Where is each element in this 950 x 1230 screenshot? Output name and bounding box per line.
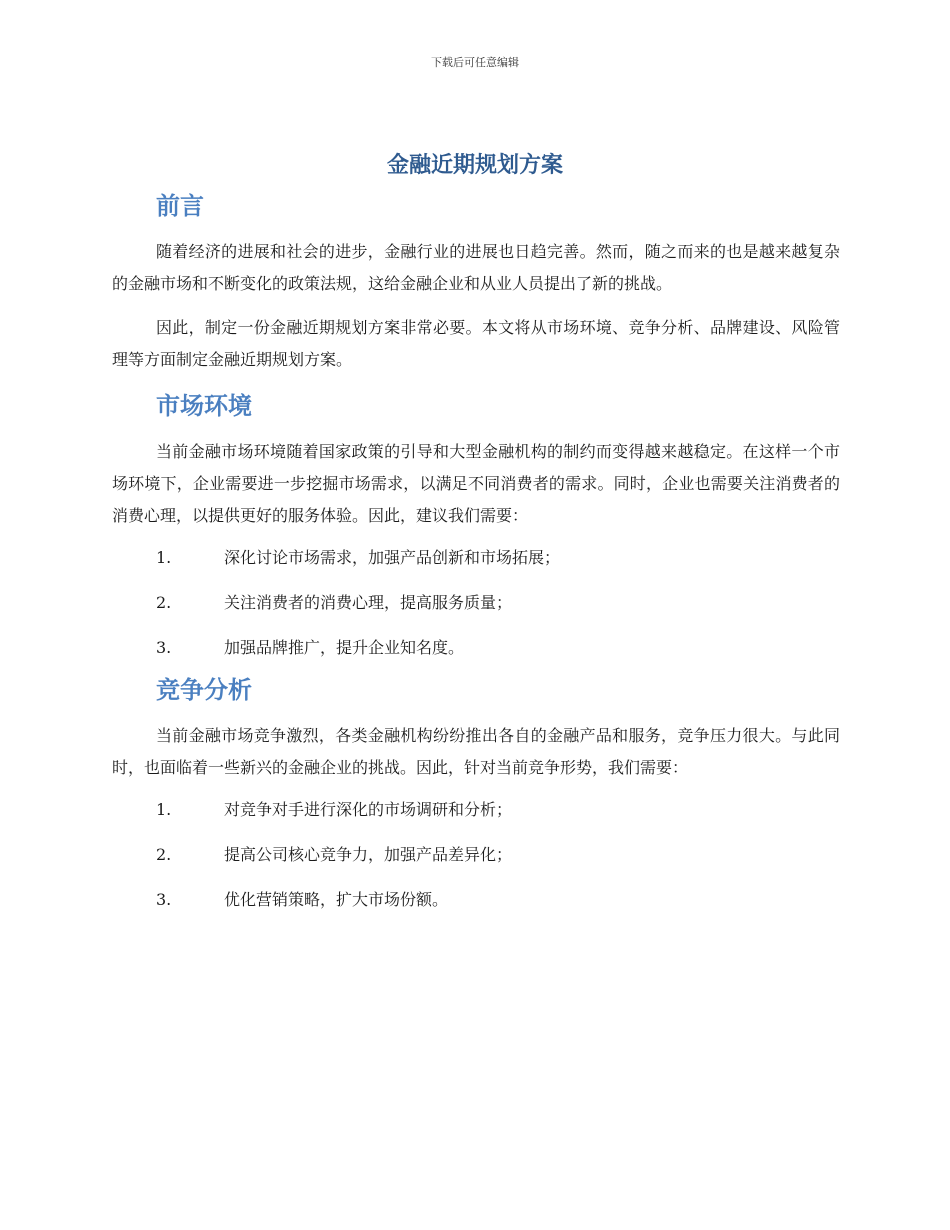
section-market-environment [112,386,840,670]
section-heading: 竞争分析 [156,676,252,704]
list-item [112,877,840,922]
paragraph: 随着经济的进展和社会的进步，金融行业的进展也日趋完善。然而，随之而来的也是越来越复杂的金融市场和不断变化的政策法规，这给金融企业和从业人员提出了新的挑战。 [112,242,840,293]
list-text: 提高公司核心竞争力，加强产品差异化； [224,845,513,864]
numbered-list [112,787,840,922]
list-item [112,787,840,832]
list-item [112,625,840,670]
list-text: 关注消费者的消费心理，提高服务质量； [224,593,513,612]
list-text: 深化讨论市场需求，加强产品创新和市场拓展； [224,548,561,567]
section-competition-analysis [112,670,840,922]
document-body [112,186,840,922]
section-heading: 前言 [156,192,204,220]
list-item [112,832,840,877]
list-text: 优化营销策略，扩大市场份额。 [224,890,449,909]
list-text: 加强品牌推广，提升企业知名度。 [224,638,465,657]
list-number: 1. [156,800,172,819]
section-heading: 市场环境 [156,392,252,420]
document-title: 金融近期规划方案 [386,153,563,178]
paragraph: 当前金融市场竞争激烈，各类金融机构纷纷推出各自的金融产品和服务，竞争压力很大。与此同时，也面临着一些新兴的金融企业的挑战。因此，针对当前竞争形势，我们需要： [112,726,840,777]
list-item [112,580,840,625]
header-note: 下载后可任意编辑 [431,56,519,69]
list-number: 3. [156,890,172,909]
paragraph: 当前金融市场环境随着国家政策的引导和大型金融机构的制约而变得越来越稳定。在这样一个市场环境下，企业需要进一步挖掘市场需求，以满足不同消费者的需求。同时，企业也需要关注消费者的消费心理，以提供更好的服务体验。因此，建议我们需要： [112,442,840,525]
list-number: 2. [156,845,172,864]
section-preface [112,186,840,376]
list-item [112,535,840,580]
numbered-list [112,535,840,670]
list-number: 3. [156,638,172,657]
list-text: 对竞争对手进行深化的市场调研和分析； [224,800,513,819]
list-number: 2. [156,593,172,612]
list-number: 1. [156,548,172,567]
paragraph: 因此，制定一份金融近期规划方案非常必要。本文将从市场环境、竞争分析、品牌建设、风险管理等方面制定金融近期规划方案。 [112,318,840,369]
